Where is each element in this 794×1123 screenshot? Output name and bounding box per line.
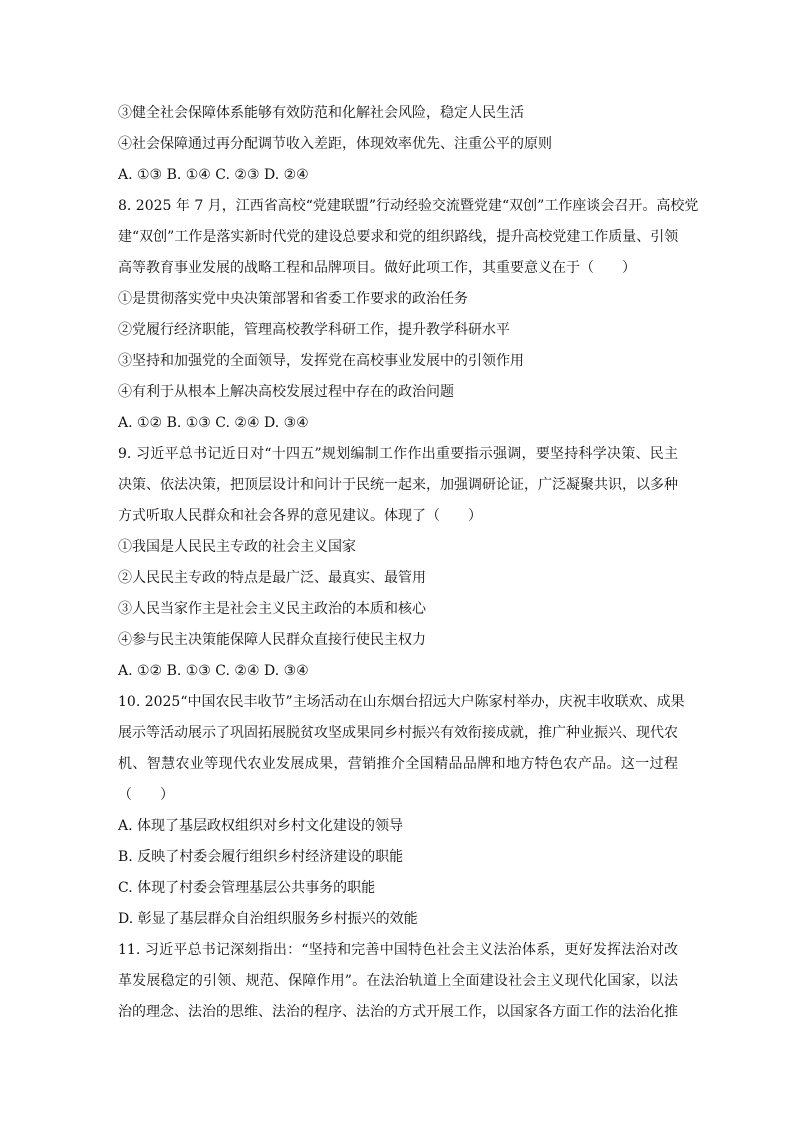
q8-item-1: ①是贯彻落实党中央决策部署和省委工作要求的政治任务 [118,291,468,307]
q9-stem-line-2: 决策、依法决策，把顶层设计和问计于民统一起来，加强调研论证，广泛凝聚共识，以多种 [118,477,678,493]
q9-stem-line-1: 9. 习近平总书记近日对“十四五”规划编制工作作出重要指示强调，要坚持科学决策、民主 [118,446,678,462]
q8-options: A. ①② B. ①③ C. ②④ D. ③④ [118,415,309,431]
q8-item-3: ③坚持和加强党的全面领导，发挥党在高校事业发展中的引领作用 [118,353,524,369]
q10-option-b: B. 反映了村委会履行组织乡村经济建设的职能 [118,849,404,865]
q9-options: A. ①② B. ①③ C. ②④ D. ③④ [118,663,309,679]
q9-item-2: ②人民民主专政的特点是最广泛、最真实、最管用 [118,570,426,586]
exam-page [118,98,699,1028]
q10-stem-line-3: 机、智慧农业等现代农业发展成果，营销推介全国精品品牌和地方特色农产品。这一过程 [118,756,678,772]
q11-stem-line-2: 革发展稳定的引领、规范、保障作用”。在法治轨道上全面建设社会主义现代化国家，以法 [118,973,678,989]
q8-stem-line-3: 高等教育事业发展的战略工程和品牌项目。做好此项工作，其重要意义在于（ ） [118,260,636,276]
q11-stem-line-3: 治的理念、法治的思维、法治的程序、法治的方式开展工作，以国家各方面工作的法治化推 [118,1004,678,1020]
q10-stem-line-4: （ ） [118,787,174,803]
q7-item-3: ③健全社会保障体系能够有效防范和化解社会风险，稳定人民生活 [118,105,524,121]
q10-option-d: D. 彰显了基层群众自治组织服务乡村振兴的效能 [118,911,418,927]
q8-item-2: ②党履行经济职能，管理高校教学科研工作，提升教学科研水平 [118,322,510,338]
q10-option-a: A. 体现了基层政权组织对乡村文化建设的领导 [118,818,404,834]
q7-options: A. ①③ B. ①④ C. ②③ D. ②④ [118,167,309,183]
q10-stem-line-2: 展示等活动展示了巩固拓展脱贫攻坚成果同乡村振兴有效衔接成就，推广种业振兴、现代农 [118,725,678,741]
q8-stem-line-2: 建“双创”工作是落实新时代党的建设总要求和党的组织路线，提升高校党建工作质量、引领 [118,229,679,245]
q8-stem-line-1: 8. 2025 年 7 月，江西省高校“党建联盟”行动经验交流暨党建“双创”工作座谈会召开。高校党 [118,198,699,214]
q10-stem-line-1: 10. 2025“中国农民丰收节”主场活动在山东烟台招远大户陈家村举办，庆祝丰收联欢、成果 [118,694,685,710]
q9-item-3: ③人民当家作主是社会主义民主政治的本质和核心 [118,601,426,617]
q9-stem-line-3: 方式听取人民群众和社会各界的意见建议。体现了（ ） [118,508,482,524]
q9-item-1: ①我国是人民民主专政的社会主义国家 [118,539,356,555]
q11-stem-line-1: 11. 习近平总书记深刻指出：“坚持和完善中国特色社会主义法治体系，更好发挥法治对改 [118,942,678,958]
q7-item-4: ④社会保障通过再分配调节收入差距，体现效率优先、注重公平的原则 [118,136,552,152]
q10-option-c: C. 体现了村委会管理基层公共事务的职能 [118,880,376,896]
q8-item-4: ④有利于从根本上解决高校发展过程中存在的政治问题 [118,384,454,400]
q9-item-4: ④参与民主决策能保障人民群众直接行使民主权力 [118,632,426,648]
